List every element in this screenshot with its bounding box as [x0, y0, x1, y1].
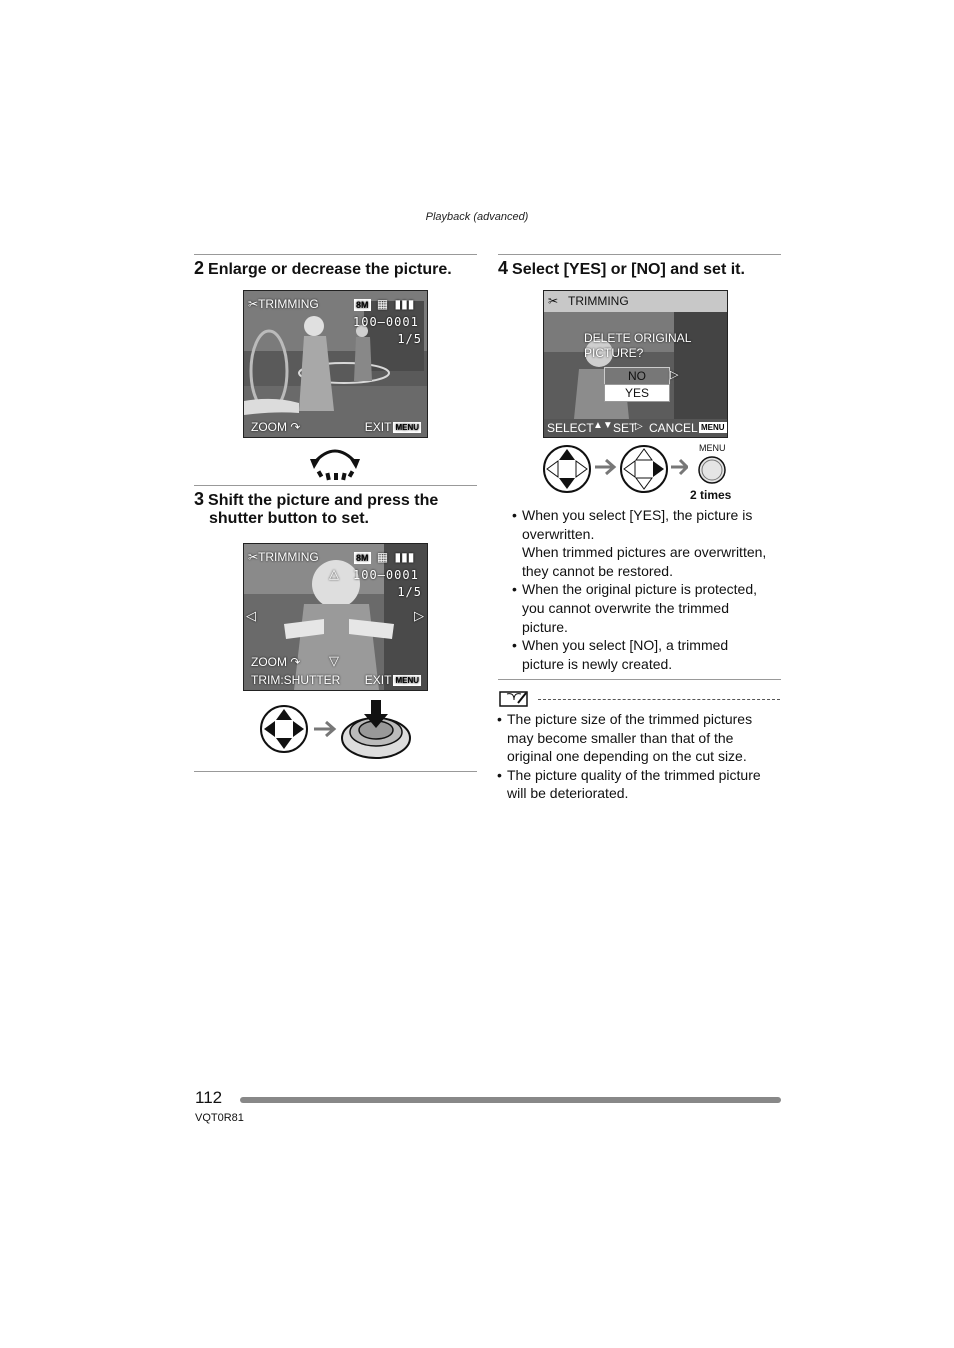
- menu-button-icon: [697, 455, 727, 485]
- step3-osd-title-group: [248, 550, 319, 564]
- step4-photo: [544, 291, 727, 437]
- scissors-icon: ✂: [248, 550, 259, 564]
- step4-heading: [498, 258, 745, 280]
- cursor-pad-right-icon: [621, 446, 667, 492]
- step3-camera-screen: [243, 543, 428, 691]
- step3-title-line2: shutter button to set.: [209, 510, 369, 527]
- step2-exit-label: EXIT: [364, 420, 392, 434]
- delete-question-line2: PICTURE?: [584, 346, 644, 360]
- step4-bullet-1-continued: When trimmed pictures are overwritten, they cannot be restored.: [522, 544, 767, 579]
- pan-right-arrow-icon: ▷: [414, 608, 424, 623]
- left-column-bottom-rule: [194, 771, 477, 772]
- step2-osd-status: [352, 297, 414, 311]
- step4-buttons-illustration: [542, 440, 688, 498]
- step2-camera-screen: [243, 290, 428, 438]
- step3-top-rule: [194, 485, 477, 486]
- page-number: 112: [195, 1088, 223, 1107]
- right-arrow-icon: ▷: [635, 421, 643, 432]
- document-code: VQT0R81: [195, 1112, 244, 1124]
- step3-number: 3: [194, 489, 205, 509]
- step3-title-line1: Shift the picture and press the: [208, 492, 439, 509]
- step2-file-number: 100–0001: [353, 315, 419, 329]
- arrow-right-icon: [595, 460, 614, 474]
- shutter-button-icon: [342, 700, 410, 758]
- quality-icon: ▦: [376, 297, 389, 311]
- step3-file-number: 100–0001: [353, 568, 419, 582]
- zoom-lever-icon: ↷: [290, 655, 301, 669]
- running-head: Playback (advanced): [425, 211, 529, 223]
- step3-osd-title: TRIMMING: [258, 550, 319, 564]
- up-down-icon: ▲▼: [593, 420, 613, 431]
- step4-bullet-3: • When you select [NO], a trimmed picture is newly created.: [512, 636, 782, 673]
- step2-zoom-label: ZOOM: [251, 420, 287, 434]
- picture-size-badge: 8M: [356, 299, 369, 310]
- note-icon: [499, 690, 529, 708]
- step2-heading: [194, 258, 452, 280]
- step2-osd-title-group: [248, 297, 319, 311]
- pan-down-arrow-icon: ▽: [329, 653, 339, 668]
- arrow-right-icon: [314, 722, 334, 736]
- step2-osd-title: TRIMMING: [258, 297, 319, 311]
- step4-top-rule: [498, 254, 781, 255]
- menu-button-label: MENU: [699, 443, 726, 453]
- notes-dashed-rule: [538, 699, 780, 700]
- footer-bar: [240, 1097, 781, 1103]
- step3-zoom-label: ZOOM: [251, 655, 287, 669]
- option-no[interactable]: NO: [604, 367, 670, 385]
- step3-menu-badge: MENU: [395, 676, 419, 686]
- step4-number: 4: [498, 258, 509, 278]
- step4-camera-screen: [543, 290, 728, 438]
- step3-frame-count: 1/5: [397, 585, 422, 599]
- scissors-icon: ✂: [548, 294, 559, 308]
- pan-up-arrow-icon: △: [329, 566, 339, 581]
- pan-left-arrow-icon: ◁: [246, 608, 256, 623]
- step2-top-rule: [194, 254, 477, 255]
- step4-title-bar: [544, 291, 727, 312]
- quality-icon: ▦: [376, 550, 389, 564]
- battery-icon: ▮▮▮: [394, 297, 415, 311]
- notes-top-rule: [498, 679, 781, 680]
- step4-bullet-2: • When the original picture is protected, you cannot overwrite the trimmed picture.: [512, 580, 782, 636]
- guide-set-label: SET: [613, 421, 637, 435]
- step3-zoom-group: [251, 655, 300, 669]
- step3-osd-status: [352, 550, 414, 564]
- step3-exit-group: [365, 673, 421, 687]
- notes-list: [497, 710, 782, 803]
- step4-osd-title: TRIMMING: [568, 294, 629, 308]
- step4-title: Select [YES] or [NO] and set it.: [512, 261, 745, 278]
- step2-title: Enlarge or decrease the picture.: [208, 261, 452, 278]
- step3-trim-shutter: TRIM:SHUTTER: [251, 673, 341, 687]
- option-yes[interactable]: YES: [604, 384, 670, 402]
- step2-frame-count: 1/5: [397, 332, 422, 346]
- step3-heading: [194, 489, 438, 511]
- press-count-label: 2 times: [690, 488, 732, 502]
- arrow-right-icon: [671, 460, 687, 474]
- guide-select-label: SELECT: [547, 421, 594, 435]
- step4-menu-badge: MENU: [701, 423, 725, 432]
- step2-zoom-group: [251, 420, 300, 434]
- step2-number: 2: [194, 258, 205, 278]
- note-2: • The picture quality of the trimmed picture will be deteriorated.: [497, 766, 782, 803]
- delete-question-line1: DELETE ORIGINAL: [584, 331, 692, 345]
- scissors-icon: ✂: [248, 297, 259, 311]
- option-cursor-icon: ▷: [670, 369, 679, 381]
- step4-guide-bar: [544, 419, 727, 437]
- zoom-lever-icon: ↷: [290, 420, 301, 434]
- battery-icon: ▮▮▮: [394, 550, 415, 564]
- step2-exit-group: [365, 420, 421, 434]
- step4-bullet-1: • When you select [YES], the picture is overwritten.: [512, 506, 782, 543]
- picture-size-badge: 8M: [356, 552, 369, 563]
- step2-photo: [244, 291, 427, 437]
- step3-exit-label: EXIT: [364, 673, 392, 687]
- cursor-to-shutter-illustration: [258, 700, 418, 764]
- zoom-lever-rotate-icon: [308, 443, 362, 481]
- cursor-pad-icon: [261, 706, 307, 752]
- step2-menu-badge: MENU: [395, 423, 419, 433]
- guide-cancel-label: CANCEL: [649, 421, 698, 435]
- cursor-pad-up-down-icon: [544, 446, 590, 492]
- note-1: • The picture size of the trimmed pictures may become smaller than that of the original one depending on the cut size.: [497, 710, 782, 766]
- step4-bullet-list: [512, 506, 782, 673]
